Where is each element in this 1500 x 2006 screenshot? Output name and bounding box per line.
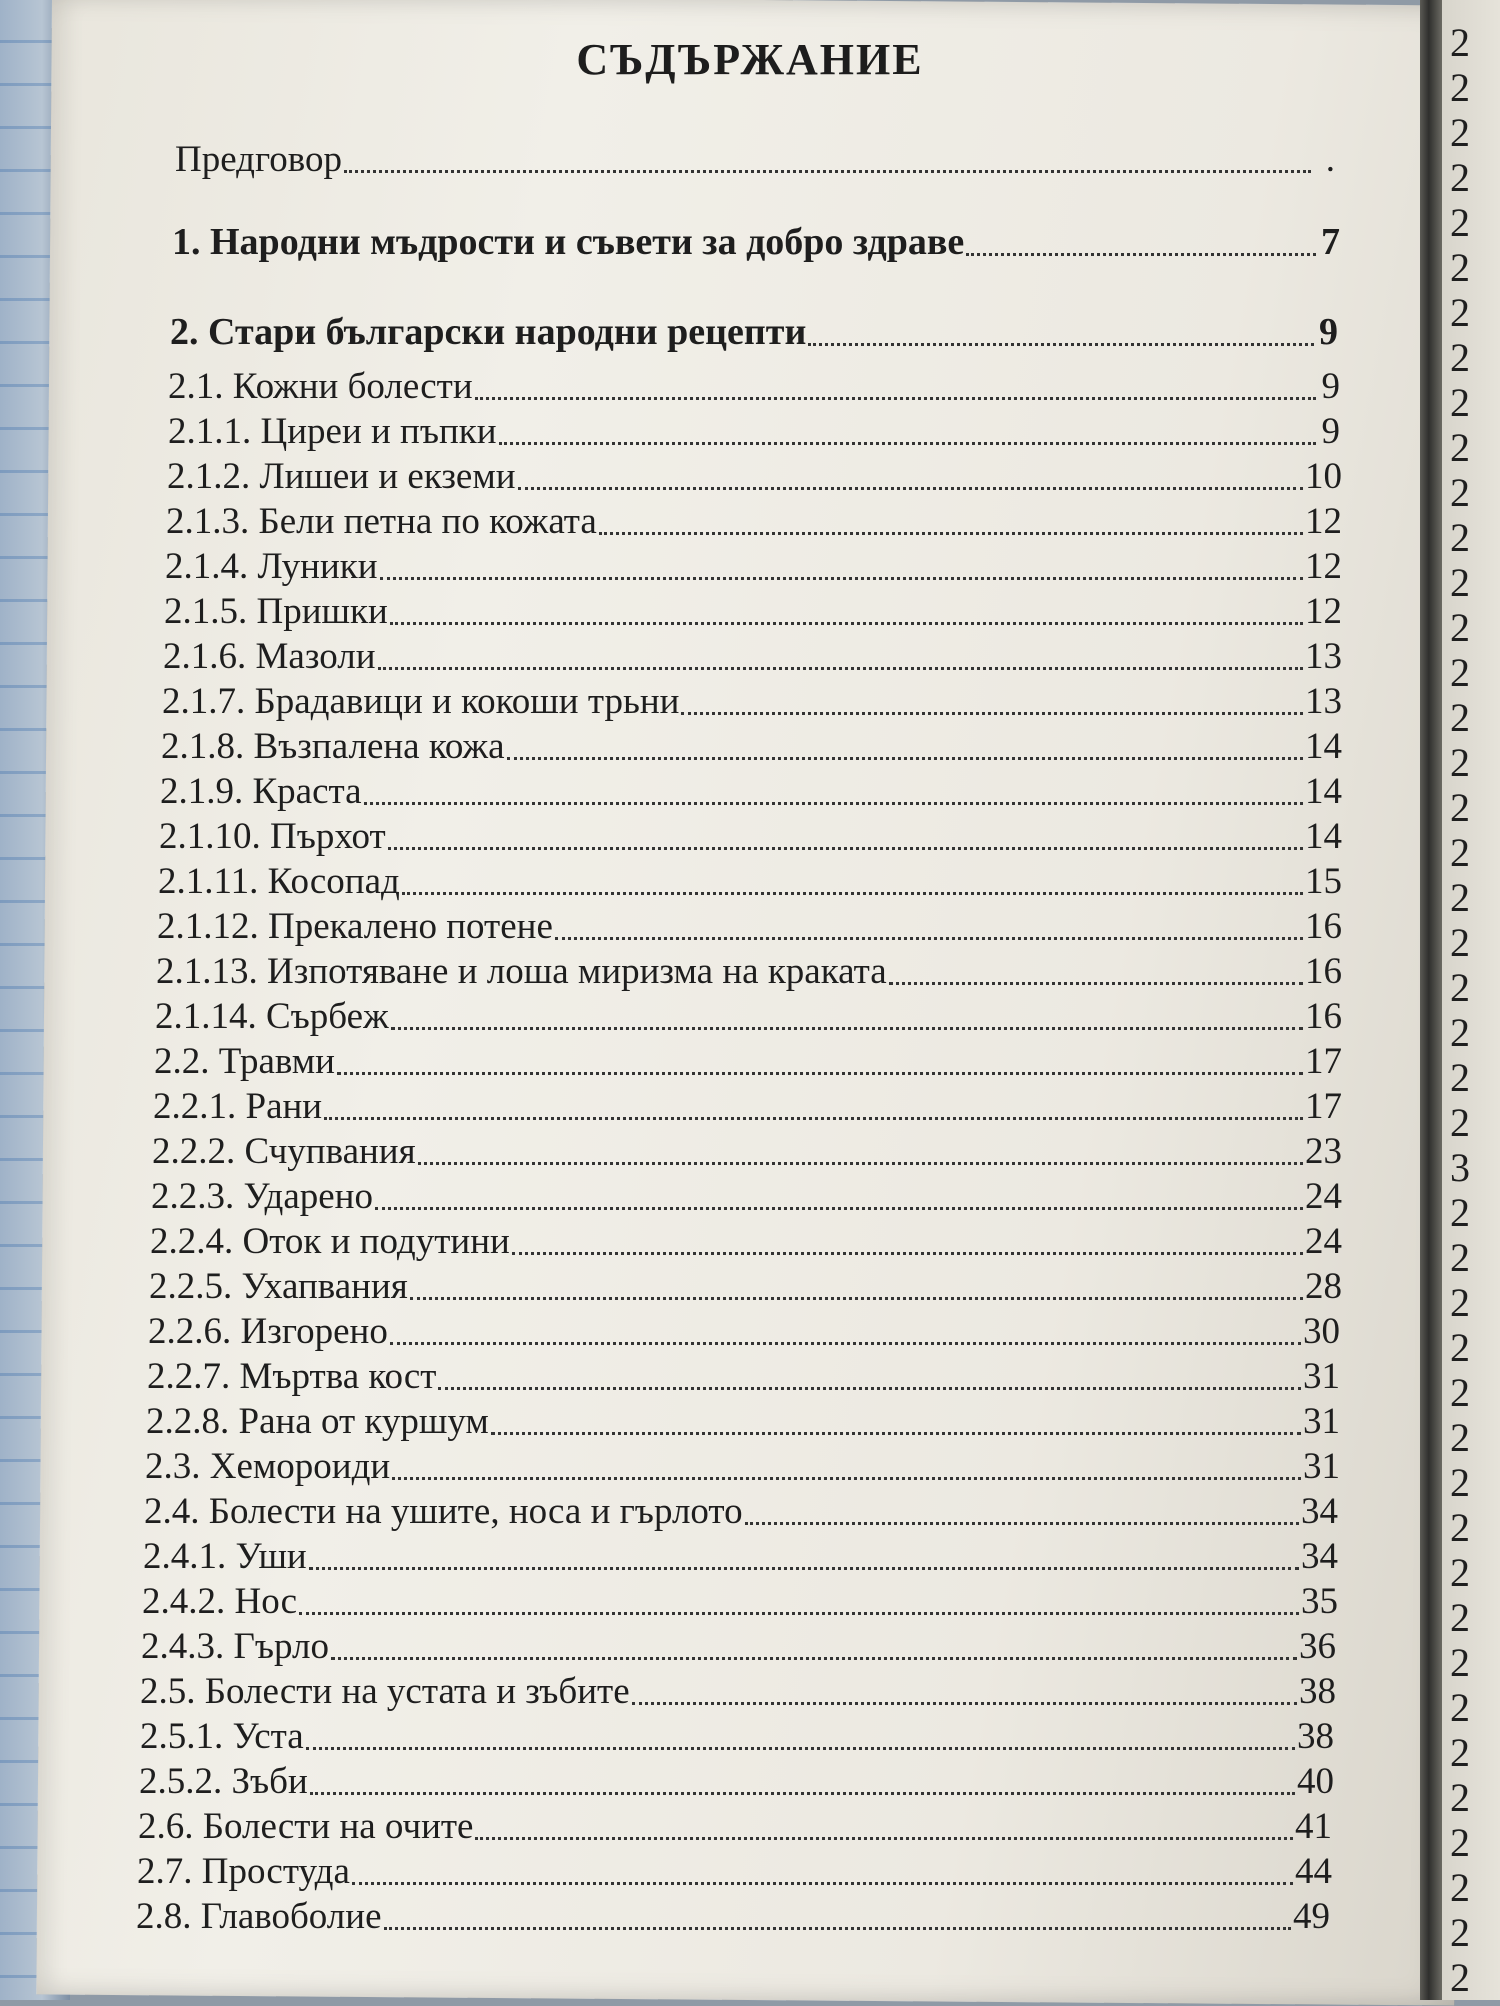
toc-entry xyxy=(157,905,1342,948)
dot-leader xyxy=(681,712,1303,715)
toc-entry-page-number: 31 xyxy=(1303,1356,1340,1397)
toc-entry xyxy=(140,1715,1334,1758)
toc-entry-page-number: 35 xyxy=(1301,1581,1338,1622)
adjacent-page-digit: 3 xyxy=(1450,1145,1470,1190)
adjacent-page-digit: 2 xyxy=(1450,1415,1470,1460)
toc-entry-page-number: 24 xyxy=(1305,1176,1342,1217)
toc-entry-page-number: 12 xyxy=(1305,501,1342,542)
toc-entry-page-number: 41 xyxy=(1295,1806,1332,1847)
toc-entry-label: 2.2.3. Ударено xyxy=(151,1176,373,1217)
toc-entry xyxy=(161,725,1342,768)
book-gutter xyxy=(1420,0,1442,2000)
toc-entry-label: 2.1.9. Краста xyxy=(160,771,362,812)
toc-entry-page-number: 9 xyxy=(1319,311,1338,353)
toc-entry-page-number: 40 xyxy=(1297,1761,1334,1802)
toc-entry xyxy=(168,365,1340,408)
toc-entry xyxy=(139,1760,1334,1803)
dot-leader xyxy=(392,1477,1301,1480)
dot-leader xyxy=(402,892,1303,895)
adjacent-page-digit: 2 xyxy=(1450,650,1470,695)
dot-leader xyxy=(380,577,1303,580)
toc-entry xyxy=(153,1085,1342,1128)
dot-leader xyxy=(337,1072,1303,1075)
dot-leader xyxy=(378,667,1304,670)
dot-leader xyxy=(388,847,1303,850)
adjacent-page-digit: 2 xyxy=(1450,1595,1470,1640)
toc-entry-page-number: 12 xyxy=(1305,546,1342,587)
toc-entry xyxy=(146,1400,1340,1443)
dot-leader xyxy=(375,1207,1303,1210)
toc-entry-label: 2.2.4. Оток и подутини xyxy=(150,1221,510,1262)
toc-entry xyxy=(136,1895,1330,1938)
toc-entry xyxy=(162,680,1342,723)
adjacent-page-digit: 2 xyxy=(1450,1640,1470,1685)
adjacent-page-numbers xyxy=(1450,20,1500,2000)
adjacent-page-digit: 2 xyxy=(1450,605,1470,650)
toc-entry-page-number: 16 xyxy=(1305,951,1342,992)
toc-entry-label: 2.1.3. Бели петна по кожата xyxy=(166,501,597,542)
toc-entry-label: 2.1.8. Възпалена кожа xyxy=(161,726,505,767)
adjacent-page-digit: 2 xyxy=(1450,20,1470,65)
adjacent-page-digit: 2 xyxy=(1450,65,1470,110)
toc-entry xyxy=(155,995,1342,1038)
toc-entry xyxy=(156,950,1342,993)
toc-entry xyxy=(149,1265,1342,1308)
toc-entry xyxy=(175,138,1335,181)
adjacent-page-digit: 2 xyxy=(1450,1190,1470,1235)
toc-entry-page-number: 17 xyxy=(1305,1086,1342,1127)
adjacent-page-digit: 2 xyxy=(1450,290,1470,335)
toc-entry-label: 2.5. Болести на устата и зъбите xyxy=(140,1671,630,1712)
toc-entry xyxy=(166,500,1342,543)
toc-entry-page-number: 49 xyxy=(1293,1896,1330,1937)
toc-entry xyxy=(150,1220,1342,1263)
toc-entry-page-number: 14 xyxy=(1305,771,1342,812)
toc-entry-label: 2.5.1. Уста xyxy=(140,1716,304,1757)
toc-entry-page-number: 31 xyxy=(1303,1401,1340,1442)
toc-entry xyxy=(167,455,1342,498)
toc-entry-page-number: 10 xyxy=(1305,456,1342,497)
toc-entry-page-number: 17 xyxy=(1305,1041,1342,1082)
dot-leader xyxy=(491,1432,1301,1435)
toc-entry-page-number: 44 xyxy=(1295,1851,1332,1892)
adjacent-page-digit: 2 xyxy=(1450,1370,1470,1415)
toc-entry xyxy=(152,1130,1342,1173)
toc-entry-label: 2.2.5. Ухапвания xyxy=(149,1266,408,1307)
dot-leader xyxy=(344,170,1311,173)
toc-entry xyxy=(141,1625,1336,1668)
adjacent-page-digit: 2 xyxy=(1450,470,1470,515)
dot-leader xyxy=(390,622,1303,625)
toc-entry-page-number: 15 xyxy=(1305,861,1342,902)
adjacent-page-digit: 2 xyxy=(1450,560,1470,605)
adjacent-page-digit: 2 xyxy=(1450,785,1470,830)
dot-leader xyxy=(518,487,1303,490)
toc-entry-page-number: 14 xyxy=(1305,726,1342,767)
adjacent-page-digit: 2 xyxy=(1450,155,1470,200)
toc-entry-label: 2.3. Хемороиди xyxy=(145,1446,391,1487)
toc-entry-label: 2.7. Простуда xyxy=(137,1851,350,1892)
toc-entry xyxy=(147,1355,1340,1398)
adjacent-page-digit: 2 xyxy=(1450,1955,1470,2000)
toc-entry-label: 2.1.14. Сърбеж xyxy=(155,996,389,1037)
adjacent-page-digit: 2 xyxy=(1450,380,1470,425)
dot-leader xyxy=(438,1387,1301,1390)
adjacent-page-digit: 2 xyxy=(1450,920,1470,965)
adjacent-page-digit: 2 xyxy=(1450,965,1470,1010)
adjacent-page-digit: 2 xyxy=(1450,1820,1470,1865)
toc-entry-page-number: 13 xyxy=(1305,636,1342,677)
toc-entry-page-number: 16 xyxy=(1305,906,1342,947)
toc-entry-label: 2.4.1. Уши xyxy=(143,1536,307,1577)
toc-entry xyxy=(168,410,1340,453)
toc-entry-page-number: 38 xyxy=(1297,1716,1334,1757)
adjacent-page-digit: 2 xyxy=(1450,1550,1470,1595)
toc-entry xyxy=(172,220,1340,264)
dot-leader xyxy=(475,397,1316,400)
toc-entry-label: 2.2. Травми xyxy=(154,1041,335,1082)
adjacent-page-digit: 2 xyxy=(1450,425,1470,470)
toc-entry xyxy=(138,1805,1332,1848)
toc-entry xyxy=(170,310,1338,354)
dot-leader xyxy=(391,1027,1303,1030)
toc-entry xyxy=(140,1670,1336,1713)
toc-entry xyxy=(145,1445,1340,1488)
toc-entry-page-number: 38 xyxy=(1299,1671,1336,1712)
toc-entry-label: Предговор xyxy=(175,139,342,180)
toc-entry-label: 2.1.12. Прекалено потене xyxy=(157,906,553,947)
toc-entry-label: 2.1.13. Изпотяване и лоша миризма на краката xyxy=(156,951,887,992)
dot-leader xyxy=(889,982,1303,985)
toc-entry xyxy=(165,545,1342,588)
dot-leader xyxy=(331,1657,1297,1660)
toc-entry-label: 2.1.1. Циреи и пъпки xyxy=(168,411,497,452)
adjacent-page-digit: 2 xyxy=(1450,1325,1470,1370)
toc-entry-page-number: . xyxy=(1325,139,1335,180)
dot-leader xyxy=(512,1252,1303,1255)
toc-entry xyxy=(154,1040,1342,1083)
adjacent-page-digit: 2 xyxy=(1450,875,1470,920)
dot-leader xyxy=(745,1522,1299,1525)
toc-entry-label: 2.1.7. Брадавици и кокоши трьни xyxy=(162,681,680,722)
adjacent-page-digit: 2 xyxy=(1450,695,1470,740)
toc-entry-page-number: 28 xyxy=(1305,1266,1342,1307)
toc-entry-page-number: 12 xyxy=(1305,591,1342,632)
adjacent-page-digit: 2 xyxy=(1450,245,1470,290)
adjacent-page-digit: 2 xyxy=(1450,1055,1470,1100)
adjacent-page-digit: 2 xyxy=(1450,515,1470,560)
toc-entry-page-number: 30 xyxy=(1303,1311,1340,1352)
toc-entry-label: 2.4. Болести на ушите, носа и гърлото xyxy=(144,1491,743,1532)
toc-entry-page-number: 34 xyxy=(1301,1536,1338,1577)
toc-entry-label: 2.1.4. Луники xyxy=(165,546,378,587)
toc-entry-label: 2. Стари български народни рецепти xyxy=(170,311,807,353)
adjacent-page-digit: 2 xyxy=(1450,200,1470,245)
toc-entry xyxy=(163,635,1342,678)
dot-leader xyxy=(309,1567,1299,1570)
toc-entry xyxy=(143,1535,1338,1578)
toc-entry-label: 1. Народни мъдрости и съвети за добро здраве xyxy=(172,221,965,263)
toc-entry-label: 2.2.2. Счупвания xyxy=(152,1131,416,1172)
toc-entry-page-number: 36 xyxy=(1299,1626,1336,1667)
adjacent-page-digit: 2 xyxy=(1450,1010,1470,1055)
toc-entry xyxy=(160,770,1342,813)
dot-leader xyxy=(306,1747,1295,1750)
toc-entry-label: 2.2.7. Мъртва кост xyxy=(147,1356,437,1397)
dot-leader xyxy=(384,1927,1292,1930)
toc-entry-page-number: 9 xyxy=(1321,411,1340,452)
toc-entry-page-number: 23 xyxy=(1305,1131,1342,1172)
adjacent-page-digit: 2 xyxy=(1450,1235,1470,1280)
toc-entry-label: 2.2.1. Рани xyxy=(153,1086,323,1127)
adjacent-page-digit: 2 xyxy=(1450,1100,1470,1145)
dot-leader xyxy=(499,442,1316,445)
toc-entry-page-number: 34 xyxy=(1301,1491,1338,1532)
dot-leader xyxy=(310,1792,1295,1795)
adjacent-page-digit: 2 xyxy=(1450,1460,1470,1505)
adjacent-page-digit: 2 xyxy=(1450,1280,1470,1325)
toc-entry-label: 2.1.5. Пришки xyxy=(164,591,388,632)
dot-leader xyxy=(507,757,1304,760)
toc-entry-label: 2.8. Главоболие xyxy=(136,1896,382,1937)
toc-entry-label: 2.1. Кожни болести xyxy=(168,366,473,407)
dot-leader xyxy=(299,1612,1299,1615)
dot-leader xyxy=(599,532,1303,535)
adjacent-page-digit: 2 xyxy=(1450,1775,1470,1820)
toc-entry xyxy=(137,1850,1332,1893)
adjacent-page-digit: 2 xyxy=(1450,740,1470,785)
toc-entry xyxy=(142,1580,1338,1623)
dot-leader xyxy=(555,937,1303,940)
adjacent-page-digit: 2 xyxy=(1450,110,1470,155)
toc-entry-page-number: 13 xyxy=(1305,681,1342,722)
adjacent-page-digit: 2 xyxy=(1450,1910,1470,1955)
toc-entry xyxy=(159,815,1342,858)
toc-entry xyxy=(151,1175,1342,1218)
toc-entry-label: 2.6. Болести на очите xyxy=(138,1806,474,1847)
dot-leader xyxy=(808,343,1314,346)
adjacent-page-digit: 2 xyxy=(1450,335,1470,380)
dot-leader xyxy=(632,1702,1297,1705)
toc-entry xyxy=(158,860,1342,903)
toc-entry xyxy=(144,1490,1338,1533)
adjacent-page-edge xyxy=(1442,0,1500,2000)
adjacent-page-digit: 2 xyxy=(1450,830,1470,875)
toc-entry-page-number: 7 xyxy=(1321,221,1340,263)
dot-leader xyxy=(324,1117,1303,1120)
dot-leader xyxy=(418,1162,1303,1165)
toc-entry-label: 2.1.2. Лишеи и екземи xyxy=(167,456,516,497)
toc-entry-page-number: 14 xyxy=(1305,816,1342,857)
toc-entry-label: 2.1.6. Мазоли xyxy=(163,636,376,677)
toc-entry-label: 2.4.3. Гърло xyxy=(141,1626,329,1667)
toc-entry xyxy=(148,1310,1340,1353)
page-title: СЪДЪРЖАНИЕ xyxy=(576,35,924,84)
dot-leader xyxy=(364,802,1303,805)
dot-leader xyxy=(966,253,1316,256)
adjacent-page-digit: 2 xyxy=(1450,1685,1470,1730)
dot-leader xyxy=(410,1297,1303,1300)
toc-entry-page-number: 24 xyxy=(1305,1221,1342,1262)
adjacent-page-digit: 2 xyxy=(1450,1730,1470,1775)
toc-entry-label: 2.2.6. Изгорено xyxy=(148,1311,388,1352)
toc-entry-label: 2.2.8. Рана от куршум xyxy=(146,1401,489,1442)
dot-leader xyxy=(475,1837,1293,1840)
adjacent-page-digit: 2 xyxy=(1450,1505,1470,1550)
toc-entry-label: 2.4.2. Нос xyxy=(142,1581,298,1622)
toc-entry-page-number: 31 xyxy=(1303,1446,1340,1487)
toc-entry-label: 2.1.11. Косопад xyxy=(158,861,400,902)
dot-leader xyxy=(390,1342,1301,1345)
toc-entry xyxy=(164,590,1342,633)
toc-entry-label: 2.5.2. Зъби xyxy=(139,1761,308,1802)
toc-entry-page-number: 16 xyxy=(1305,996,1342,1037)
dot-leader xyxy=(352,1882,1293,1885)
toc-entry-page-number: 9 xyxy=(1321,366,1340,407)
adjacent-page-digit: 2 xyxy=(1450,1865,1470,1910)
toc-entry-label: 2.1.10. Пърхот xyxy=(159,816,386,857)
